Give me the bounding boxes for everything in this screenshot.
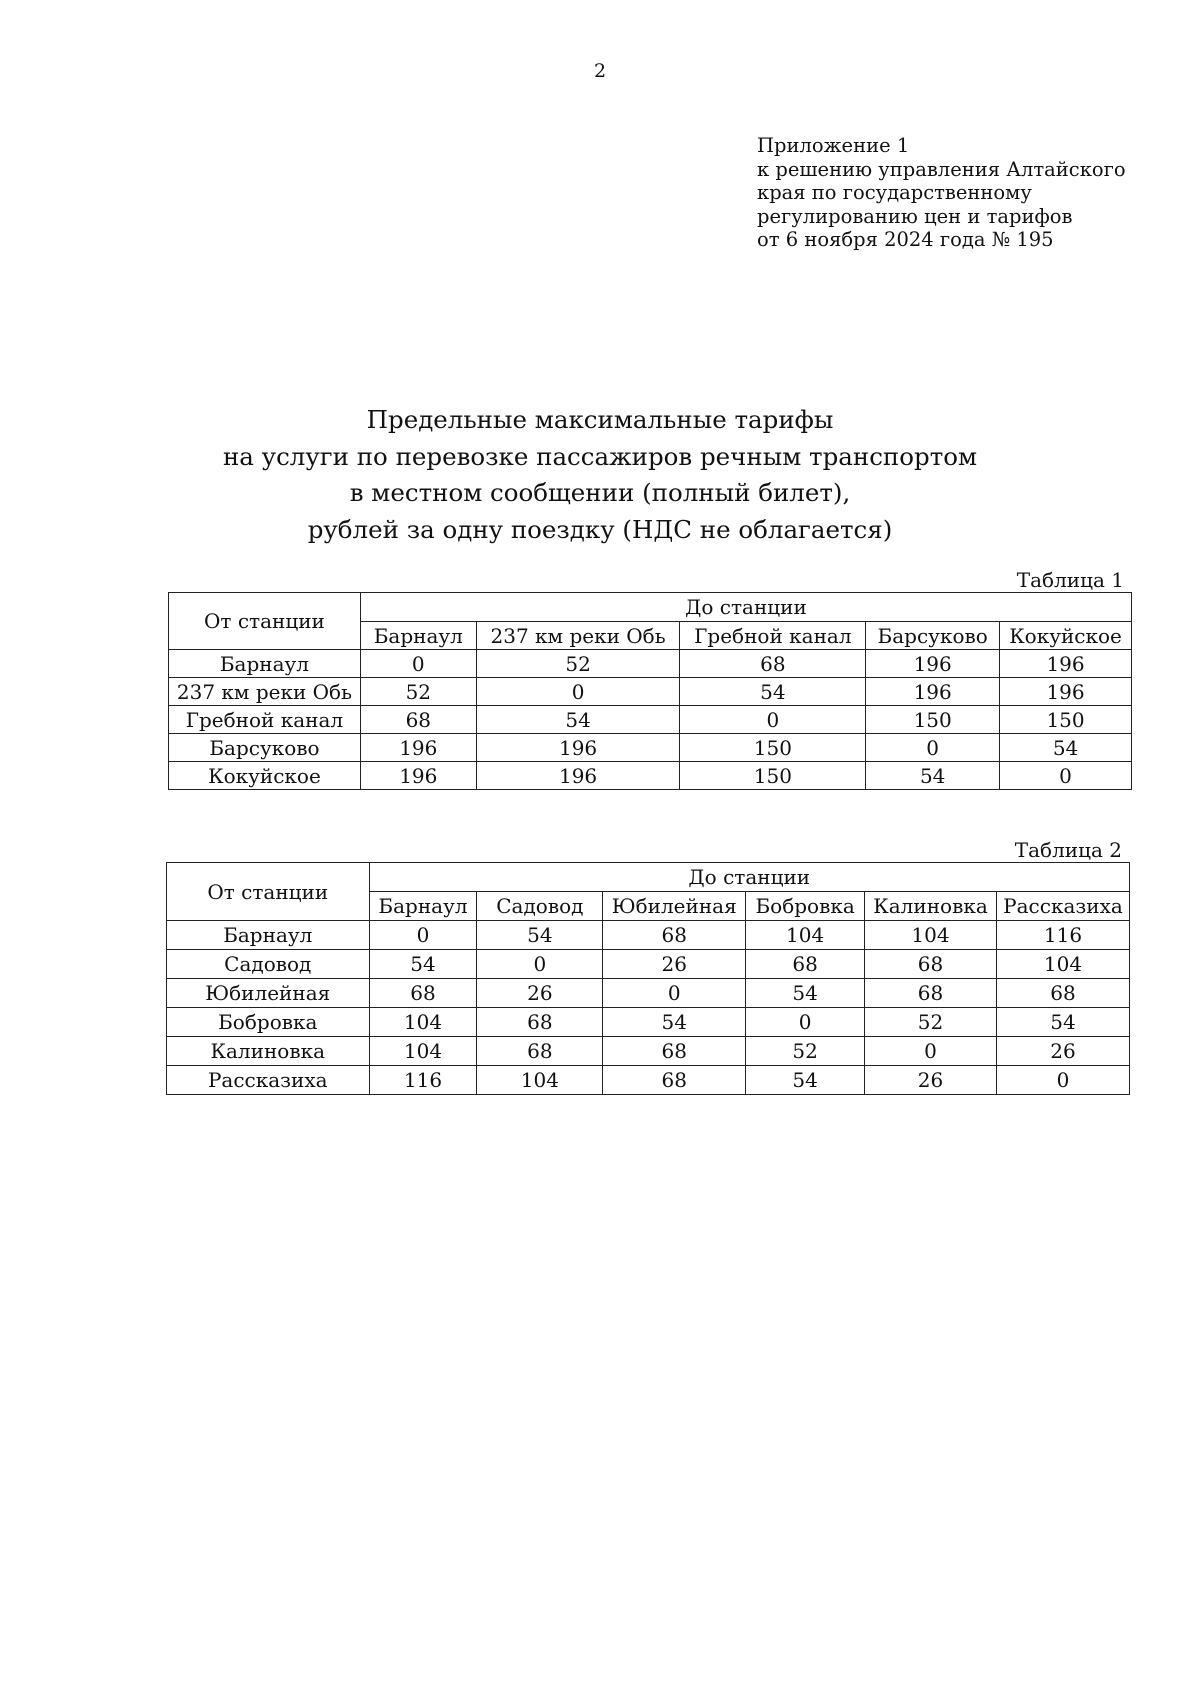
tariff-cell: 68 (360, 706, 476, 734)
tariff-cell: 150 (1000, 706, 1132, 734)
row-station: Юбилейная (167, 979, 370, 1008)
row-station: Барнаул (169, 650, 361, 678)
tariff-cell: 26 (996, 1037, 1129, 1066)
appendix-line: от 6 ноября 2024 года № 195 (757, 228, 1054, 251)
tariff-cell: 68 (996, 979, 1129, 1008)
tariff-cell: 0 (866, 734, 1000, 762)
table-row (167, 1066, 1130, 1095)
row-station: Барсуково (169, 734, 361, 762)
tariff-cell: 68 (603, 921, 746, 950)
tariff-cell: 52 (360, 678, 476, 706)
appendix-note (757, 134, 1126, 252)
column-header: Барсуково (866, 622, 1000, 650)
table-row (167, 921, 1130, 950)
tariff-cell: 68 (746, 950, 865, 979)
column-header: Садовод (477, 892, 603, 921)
to-station-header: До станции (369, 863, 1129, 892)
table-1-label: Таблица 1 (1016, 568, 1124, 592)
row-station: Бобровка (167, 1008, 370, 1037)
column-header: Барнаул (369, 892, 477, 921)
tariff-cell: 52 (746, 1037, 865, 1066)
tariff-cell: 196 (1000, 650, 1132, 678)
tariff-table-1 (168, 592, 1132, 790)
table-row (169, 762, 1132, 790)
tariff-cell: 68 (680, 650, 866, 678)
title-line: рублей за одну поездку (НДС не облагается) (307, 514, 893, 544)
tariff-cell: 54 (746, 1066, 865, 1095)
title-line: на услуги по перевозке пассажиров речным транспортом (222, 441, 978, 471)
tariff-cell: 54 (1000, 734, 1132, 762)
tariff-cell: 196 (476, 762, 680, 790)
row-station: Калиновка (167, 1037, 370, 1066)
tariff-cell: 150 (680, 762, 866, 790)
tariff-cell: 104 (746, 921, 865, 950)
title-line: в местном сообщении (полный билет), (349, 478, 851, 507)
from-station-header: От станции (167, 863, 370, 921)
table-row (169, 734, 1132, 762)
column-header: Бобровка (746, 892, 865, 921)
document-title (0, 402, 1200, 548)
tariff-cell: 196 (360, 762, 476, 790)
tariff-cell: 54 (996, 1008, 1129, 1037)
from-station-header: От станции (169, 593, 361, 650)
column-header: Юбилейная (603, 892, 746, 921)
tariff-cell: 116 (369, 1066, 477, 1095)
table-row (169, 706, 1132, 734)
appendix-line: к решению управления Алтайского (757, 157, 1126, 181)
table-2-label: Таблица 2 (1014, 838, 1122, 862)
tariff-cell: 0 (369, 921, 477, 950)
tariff-cell: 54 (866, 762, 1000, 790)
tariff-cell: 196 (866, 678, 1000, 706)
column-header: Гребной канал (680, 622, 866, 650)
tariff-cell: 52 (865, 1008, 997, 1037)
tariff-cell: 0 (360, 650, 476, 678)
tariff-cell: 0 (476, 678, 680, 706)
tariff-cell: 196 (476, 734, 680, 762)
tariff-cell: 54 (476, 706, 680, 734)
tariff-cell: 116 (996, 921, 1129, 950)
tariff-cell: 196 (360, 734, 476, 762)
tariff-cell: 104 (865, 921, 997, 950)
table-row (169, 650, 1132, 678)
tariff-cell: 54 (746, 979, 865, 1008)
table-row (167, 1037, 1130, 1066)
tariff-cell: 54 (369, 950, 477, 979)
tariff-cell: 68 (603, 1037, 746, 1066)
tariff-table-2 (166, 862, 1130, 1095)
row-station: Барнаул (167, 921, 370, 950)
tariff-cell: 0 (746, 1008, 865, 1037)
tariff-cell: 26 (865, 1066, 997, 1095)
column-header: Рассказиха (996, 892, 1129, 921)
row-station: Садовод (167, 950, 370, 979)
tariff-cell: 54 (680, 678, 866, 706)
tariff-cell: 150 (680, 734, 866, 762)
tariff-cell: 0 (1000, 762, 1132, 790)
column-header: 237 км реки Обь (476, 622, 680, 650)
page-number: 2 (593, 60, 607, 82)
column-header: Кокуйское (1000, 622, 1132, 650)
title-line: Предельные максимальные тарифы (366, 405, 834, 434)
tariff-cell: 196 (866, 650, 1000, 678)
tariff-cell: 0 (477, 950, 603, 979)
tariff-cell: 150 (866, 706, 1000, 734)
tariff-cell: 26 (477, 979, 603, 1008)
row-station: 237 км реки Обь (169, 678, 361, 706)
tariff-cell: 68 (865, 950, 997, 979)
tariff-cell: 196 (1000, 678, 1132, 706)
row-station: Кокуйское (169, 762, 361, 790)
tariff-cell: 104 (369, 1037, 477, 1066)
tariff-cell: 0 (603, 979, 746, 1008)
table-row (169, 678, 1132, 706)
appendix-line: Приложение 1 (757, 134, 910, 157)
tariff-cell: 0 (680, 706, 866, 734)
tariff-cell: 0 (996, 1066, 1129, 1095)
tariff-cell: 68 (477, 1037, 603, 1066)
column-header: Калиновка (865, 892, 997, 921)
tariff-cell: 52 (476, 650, 680, 678)
tariff-cell: 104 (996, 950, 1129, 979)
tariff-cell: 54 (477, 921, 603, 950)
column-header: Барнаул (360, 622, 476, 650)
row-station: Гребной канал (169, 706, 361, 734)
tariff-cell: 104 (477, 1066, 603, 1095)
tariff-cell: 68 (477, 1008, 603, 1037)
tariff-cell: 26 (603, 950, 746, 979)
to-station-header: До станции (360, 593, 1131, 622)
tariff-cell: 54 (603, 1008, 746, 1037)
tariff-cell: 104 (369, 1008, 477, 1037)
appendix-line: края по государственному (757, 181, 1032, 204)
tariff-cell: 0 (865, 1037, 997, 1066)
tariff-cell: 68 (865, 979, 997, 1008)
table-row (167, 1008, 1130, 1037)
tariff-cell: 68 (369, 979, 477, 1008)
table-row (167, 979, 1130, 1008)
row-station: Рассказиха (167, 1066, 370, 1095)
tariff-cell: 68 (603, 1066, 746, 1095)
appendix-line: регулированию цен и тарифов (757, 204, 1073, 228)
table-row (167, 950, 1130, 979)
